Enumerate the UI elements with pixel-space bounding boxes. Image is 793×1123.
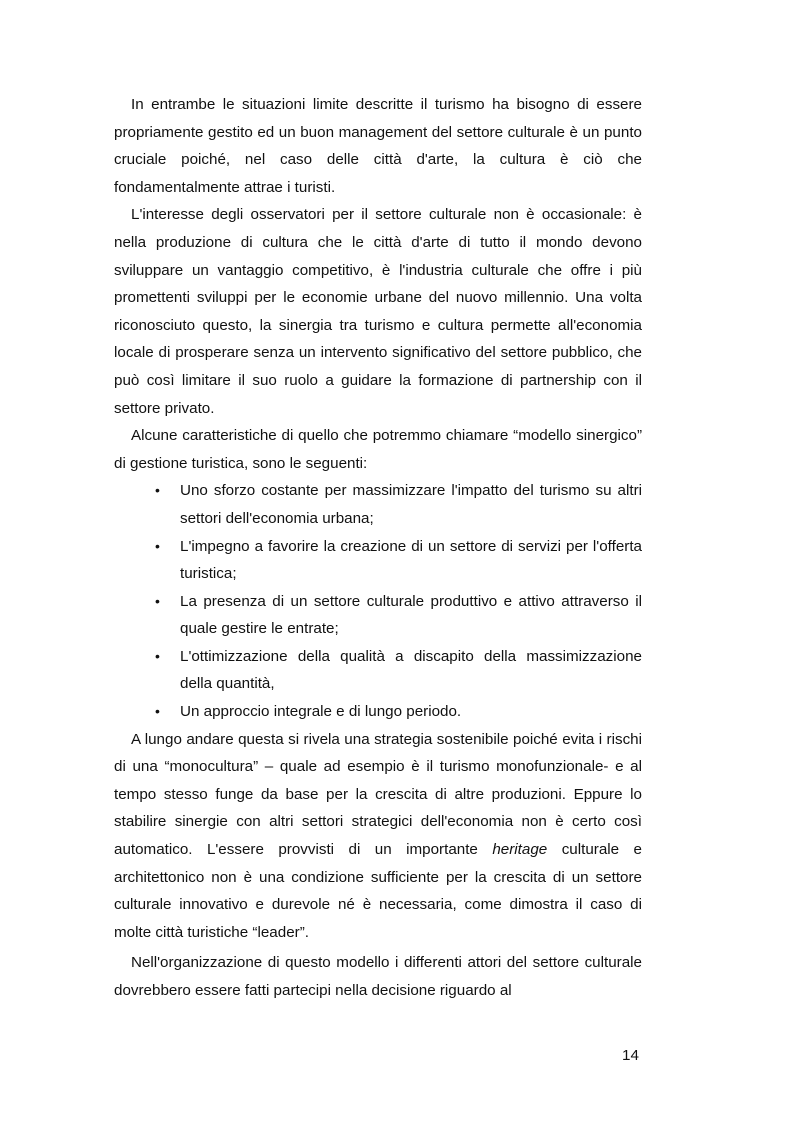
list-item-text: La presenza di un settore culturale produttivo e attivo attraverso il quale gestire le entrate; — [180, 592, 642, 638]
list-item — [155, 533, 642, 588]
list-item-text: Uno sforzo costante per massimizzare l'impatto del turismo su altri settori dell'economia urbana; — [180, 482, 642, 527]
list-item-text: L'ottimizzazione della qualità a discapito della massimizzazione della quantità, — [180, 647, 642, 693]
page-body — [114, 91, 642, 1005]
bullet-list — [114, 477, 642, 725]
paragraph-2: L'interesse degli osservatori per il settore culturale non è occasionale: è nella produzione di cultura che le città d'arte di tutto il mondo devono sviluppare un vantaggio competitivo, è l'industria culturale che offre i più promettenti sviluppi per le economie urbane del nuovo millennio. Una volta riconosciuto questo, la sinergia tra turismo e cultura permette all'economia locale di prosperare senza un intervento significativo del settore pubblico, che può così limitare il suo ruolo a guidare la formazione di partnership con il settore privato. — [114, 206, 642, 417]
bullet-icon: • — [155, 537, 160, 554]
list-item-text: L'impegno a favorire la creazione di un settore di servizi per l'offerta turistica; — [180, 537, 642, 583]
list-item — [155, 588, 642, 643]
paragraph-1: In entrambe le situazioni limite descritte il turismo ha bisogno di essere propriamente gestito ed un buon management del settore culturale è un punto cruciale poiché, nel caso delle città d'arte, la cultura è ciò che fondamentalmente attrae i turisti. — [114, 96, 642, 196]
list-item-text: Un approccio integrale e di lungo periodo. — [180, 703, 462, 721]
paragraph-4-italic-term: heritage — [492, 841, 548, 859]
bullet-icon: • — [155, 482, 160, 499]
list-item — [155, 698, 642, 726]
list-item — [155, 643, 642, 698]
paragraph-4-text-end: culturale e architettonico non è una condizione sufficiente per la crescita di un settore culturale innovativo e durevole né è necessaria, come dimostra il caso di molte città turistiche “leader”. — [114, 841, 642, 941]
bullet-icon: • — [155, 647, 160, 664]
paragraph-3: Alcune caratteristiche di quello che potremmo chiamare “modello sinergico” di gestione turistica, sono le seguenti: — [114, 427, 642, 472]
bullet-icon: • — [155, 703, 160, 720]
paragraph-4 — [114, 726, 642, 947]
paragraph-4-text-start: A lungo andare questa si rivela una strategia sostenibile poiché evita i rischi di una “monocultura” – quale ad esempio è il turismo monofunzionale- e al tempo stesso funge da base per la crescita di altre produzioni. Eppure lo stabilire sinergie con altri settori strategici dell'economia non è certo così automatico. L'essere provvisti di un importante — [114, 730, 642, 859]
paragraph-5: Nell'organizzazione di questo modello i differenti attori del settore culturale dovrebbero essere fatti partecipi nella decisione riguardo al — [114, 954, 642, 999]
list-item — [155, 477, 642, 532]
page-number: 14 — [622, 1047, 639, 1064]
bullet-icon: • — [155, 592, 160, 609]
